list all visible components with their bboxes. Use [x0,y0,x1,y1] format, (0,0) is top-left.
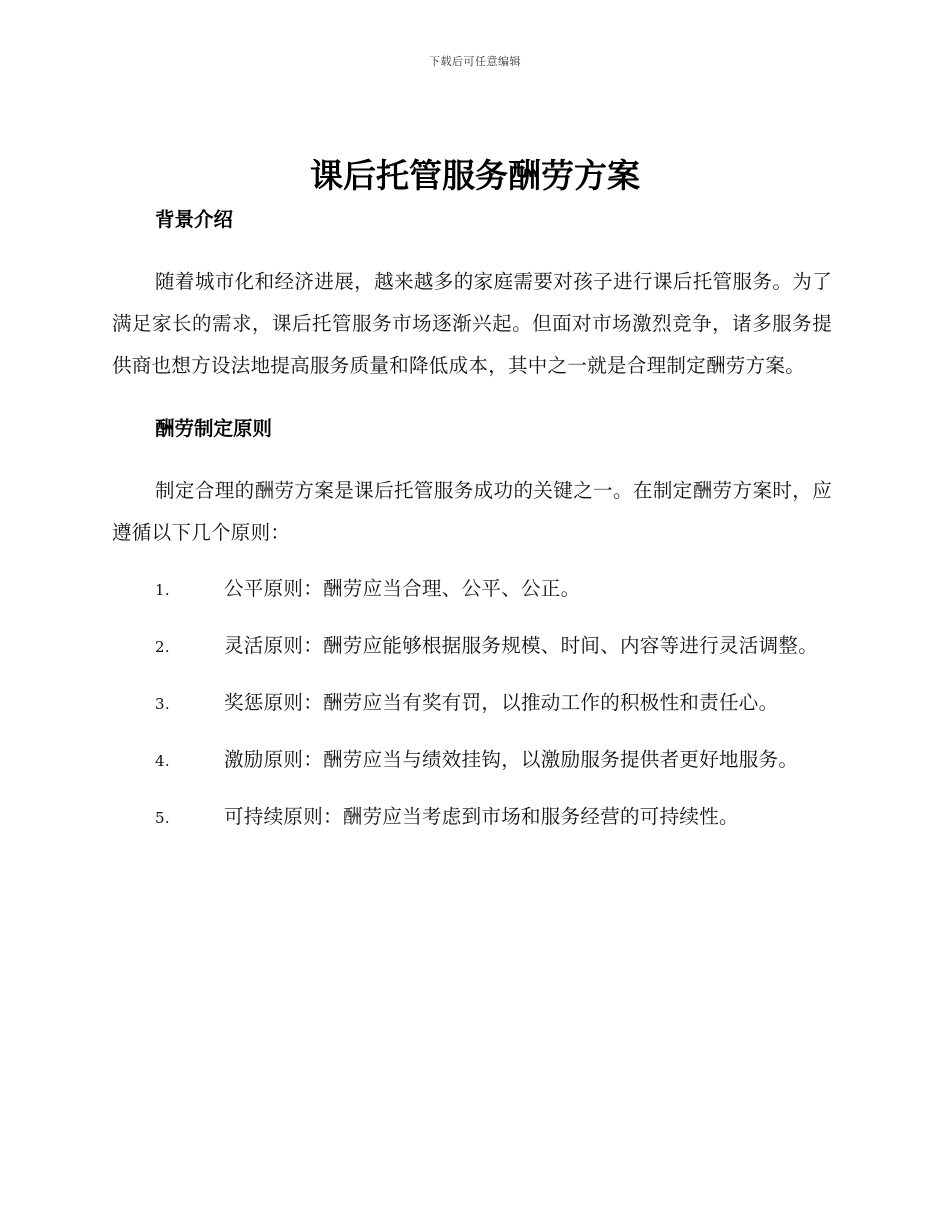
list-item [112,568,832,611]
section-heading-principles: 酬劳制定原则 [155,417,273,440]
paragraph-background: 随着城市化和经济进展，越来越多的家庭需要对孩子进行课后托管服务。为了满足家长的需求，课后托管服务市场逐渐兴起。但面对市场激烈竞争，诸多服务提供商也想方设法地提高服务质量和降低成本，其中之一就是合理制定酬劳方案。 [112,270,832,377]
document-body [112,205,832,839]
paragraph-principles-intro: 制定合理的酬劳方案是课后托管服务成功的关键之一。在制定酬劳方案时，应遵循以下几个原则： [112,479,832,544]
list-item-number: 3. [155,695,170,713]
list-item [112,682,832,725]
document-title: 课后托管服务酬劳方案 [310,156,640,195]
list-item-text: 灵活原则：酬劳应能够根据服务规模、时间、内容等进行灵活调整。 [224,634,819,657]
list-item-text: 可持续原则：酬劳应当考虑到市场和服务经营的可持续性。 [224,805,739,828]
list-item [112,796,832,839]
list-item-text: 奖惩原则：酬劳应当有奖有罚，以推动工作的积极性和责任心。 [224,691,779,714]
list-item-number: 1. [155,581,170,599]
section-heading-background: 背景介绍 [155,208,234,231]
list-item-text: 激励原则：酬劳应当与绩效挂钩，以激励服务提供者更好地服务。 [224,748,799,771]
list-item-number: 5. [155,809,170,827]
list-item-number: 4. [155,752,170,770]
list-item [112,625,832,668]
list-item [112,739,832,782]
page-header-note: 下载后可任意编辑 [429,55,521,68]
list-item-number: 2. [155,638,170,656]
list-item-text: 公平原则：酬劳应当合理、公平、公正。 [224,577,581,600]
